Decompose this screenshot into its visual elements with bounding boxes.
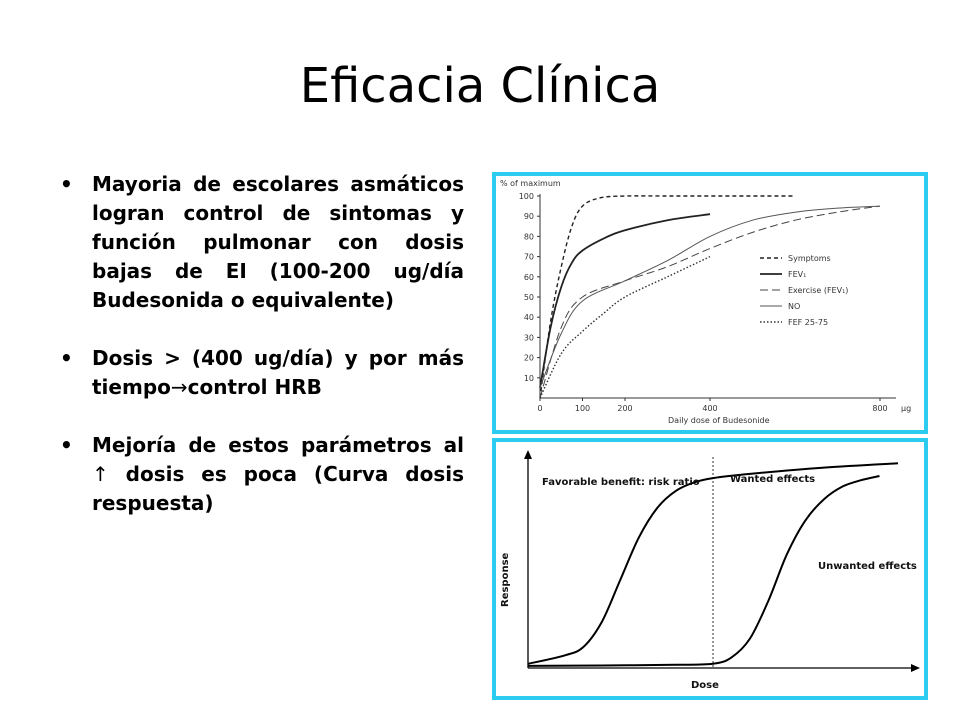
y-tick-label: 10	[523, 373, 534, 383]
y-tick-label: 80	[523, 232, 534, 242]
bullet-dot: •	[60, 346, 73, 370]
bullet-dot: •	[60, 433, 73, 457]
right-arrow-icon: →	[170, 375, 188, 399]
annotation-benefit-risk: Favorable benefit: risk ratio	[542, 477, 700, 488]
budesonide-chart-frame	[492, 172, 928, 434]
series-line	[540, 196, 795, 398]
bullet-list	[60, 170, 464, 547]
y-axis-label: Response	[500, 552, 511, 607]
x-tick-group	[537, 398, 887, 413]
annotation-wanted-effects: Wanted effects	[730, 474, 816, 485]
dose-response-chart-frame	[492, 438, 928, 700]
budesonide-dose-chart	[496, 176, 924, 430]
y-axis-label: % of maximum	[500, 179, 561, 188]
bullet-text: Mejoría de estos parámetros al	[92, 433, 464, 457]
legend-label: Exercise (FEV₁)	[788, 286, 849, 295]
legend-label: FEF 25-75	[788, 318, 829, 327]
bullet-text: Mayoria de escolares asmáticos logran control de sintomas y función pulmonar con dosis bajas de EI (100-200 ug/día Budesonida o equivalente)	[92, 172, 464, 312]
x-axis-arrow-icon	[911, 664, 920, 672]
y-tick-group	[519, 192, 540, 383]
annotation-unwanted-effects: Unwanted effects	[818, 561, 917, 572]
bullet-text: control HRB	[187, 375, 322, 399]
x-tick-label: 100	[574, 404, 591, 413]
y-tick-label: 90	[523, 212, 534, 222]
legend-label: FEV₁	[788, 270, 807, 279]
bullet-text: Dosis > (400 ug/día) y por más tiempo	[92, 346, 464, 399]
x-axis-label: Daily dose of Budesonide	[668, 416, 770, 425]
y-axis-arrow-icon	[524, 450, 532, 459]
bullet-text: dosis es poca (Curva dosis respuesta)	[92, 462, 464, 515]
bullet-item	[60, 431, 464, 518]
x-tick-label: 200	[617, 404, 633, 413]
y-tick-label: 20	[523, 353, 534, 363]
legend-label: NO	[788, 302, 801, 311]
x-axis-unit: µg	[901, 404, 912, 413]
up-arrow-icon: ↑	[92, 462, 109, 486]
y-tick-label: 30	[523, 333, 534, 343]
y-tick-label: 40	[523, 313, 534, 323]
x-tick-label: 0	[537, 404, 543, 413]
y-tick-label: 70	[523, 252, 534, 262]
x-tick-label: 400	[702, 404, 718, 413]
series-group	[540, 196, 880, 398]
bullet-dot: •	[60, 172, 73, 196]
series-line	[540, 214, 710, 388]
legend	[760, 254, 848, 327]
x-tick-label: 800	[872, 404, 888, 413]
bullet-item	[60, 170, 464, 315]
x-axis-label: Dose	[691, 680, 719, 691]
y-tick-label: 60	[523, 272, 534, 282]
series-line	[540, 206, 880, 388]
slide-title: Eficacia Clínica	[299, 58, 661, 114]
y-tick-label: 50	[523, 293, 534, 302]
bullet-item	[60, 344, 464, 402]
legend-label: Symptoms	[788, 254, 831, 263]
dose-response-chart	[496, 442, 924, 696]
series-line	[540, 206, 880, 398]
y-tick-label: 100	[518, 192, 534, 201]
